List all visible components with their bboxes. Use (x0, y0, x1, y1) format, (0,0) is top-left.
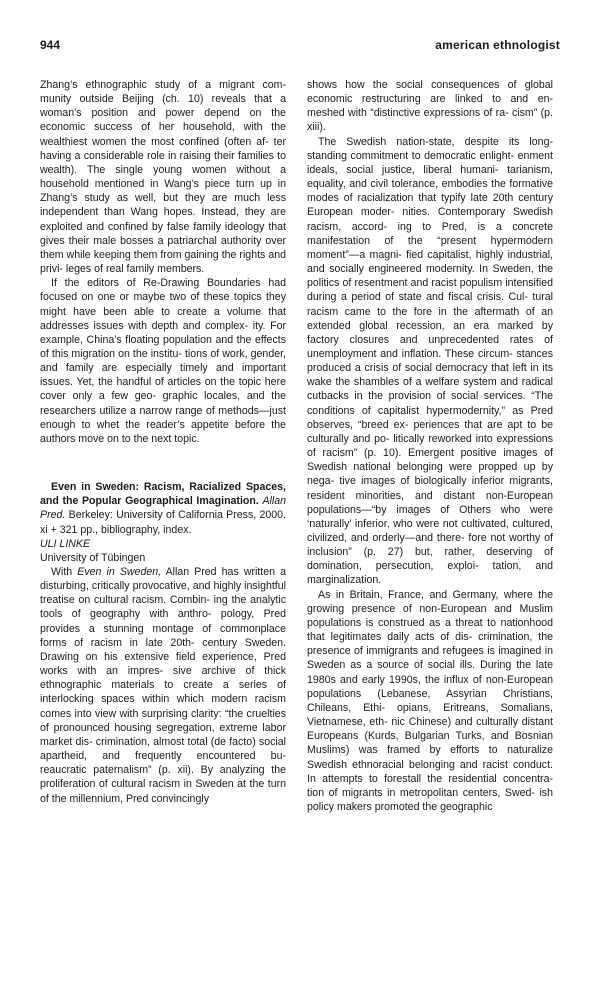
intro-text: Allan Pred has written a disturbing, critically provocative, and highly insightful treatise on cultural racism. Combin- ing the analytic tools of geography with anthro- pology, Pred provides a stunning montage of commonplace forms of racism in late 20th- century Sweden. Drawing on his extensive field experience, Pred works with an impres- sive archive of thick ethnographic materials to create a series of interlocking spaces within which modern racism comes into view with surprising clarity: “the cruelties of pronounced housing segregation, extreme labor market dis- crimination, almost total (de facto) social apartheid, and frequently encountered bu- reaucratic paternalism” (p. xii). By analyzing the proliferation of cultural racism in Sweden at the turn of the millennium, Pred convincingly (40, 566, 286, 805)
body-paragraph: As in Britain, France, and Germany, where the growing presence of non-European and Muslim populations is construed as a threat to nationhood that legitimates daily acts of dis- crimination, the presence of immigrants and refugees is imagined in Sweden as a source of social ills. During the late 1980s and early 1990s, the influx of non-European populations (Lebanese, Assyrian Christians, Chileans, Ethi- opians, Eritreans, Somalians, Vietnamese, eth- nic Chinese) and culturally distant Europeans (Kurds, Bulgarian Turks, and Bosnian Muslims) was framed by efforts to naturalize Swedish ethnoracial belonging and racist conduct. In attempts to forestall the residential concentra- tion of migrants in metropolitan centers, Swed- ish policy makers promoted the geographic (307, 588, 553, 813)
section-gap (40, 446, 286, 480)
body-paragraph: Zhang’s ethnographic study of a migrant com- munity outside Beijing (ch. 10) reveals that a woman’s position and power depend on the economic success of her household, with the wealthiest women the most confined (often af- ter having a considerable role in raising their families to wealth). The single young women without a household mentioned in Wang’s piece turn up in Zhang’s study as well, but they are much less independent than Wang hopes. Instead, they are exploited and confined by false family ideology that gives their male bosses a patriarchal authority over them while keeping them from gaining the rights and privi- leges of real family members. (40, 79, 286, 276)
body-paragraph: shows how the social consequences of global economic restructuring are linked to and en- meshed with “distinctive expressions of ra- cism” (p. xiii). (307, 79, 553, 134)
right-column (307, 78, 553, 814)
review-intro-paragraph (40, 565, 286, 806)
reviewer-name: ULI LINKE (40, 537, 91, 550)
book-author: Allan Pred. (40, 495, 286, 522)
intro-book-title: Even in Sweden, (77, 566, 162, 578)
left-column (40, 78, 286, 806)
review-heading (40, 480, 286, 537)
book-title: Even in Sweden: Racism, Racialized Spaces, and the Popular Geographical Imagination. (40, 481, 286, 508)
publication-info: Berkeley: University of California Press, 2000. xi + 321 pp., bibliography, index. (40, 509, 287, 536)
reviewer-affiliation: University of Tübingen (40, 551, 146, 564)
intro-prefix: With (51, 566, 73, 578)
page-header (40, 38, 560, 54)
body-paragraph: If the editors of Re-Drawing Boundaries had focused on one or maybe two of these topics they might have been able to create a volume that addresses issues with depth and complex- ity. For example, China’s floating population and the effects of this migration on the institu- tions of work, gender, and family are especially timely and important issues. Yet, the handful of articles on the topic here cover only a few geo- graphic locales, and the researchers utilize a narrow range of methods—just enough to whet the reader’s appetite before the authors move on to the next topic. (40, 277, 286, 445)
reviewer-block (40, 537, 286, 551)
body-paragraph: The Swedish nation-state, despite its long- standing commitment to democratic enlight- enment ideals, social justice, liberal humani- tarianism, equality, and civil tolerance, embodies the formative modes of racialization that typify late 20th century European moder- nities. Contemporary Swedish racism, accord- ing to Pred, is a concrete manifestation of the “present hypermodern moment”—a magni- fied capitalist, highly industrial, and socially engineered modernity. In Sweden, the politics of resentment and racist populism intensified during a period of state and fiscal crisis. Cul- tural racism came to the fore in the aftermath of an extended global recession, an era marked by factory closures and unprecedented rates of unemployment and inflation. These circum- stances produced a crisis of social democracy that left in its wake the shambles of a welfare system and radical cutbacks in the provision of social services. “The conditions of capitalist hypermodernity,” as Pred observes, “breed ex- periences that are apt to be culturally and po- litically reworked into expressions of racism” (p. 10). Emergent positive images of Swedish national belonging were propped up by nega- tive images of biologically inferior migrants, resident minorities, and distant non-European populations—“by images of Others who were ‘naturally’ inferior, who were not cultivated, cultured, civilized, and orderly—and there- fore not worthy of inclusion” (p. 27) but, rather, deserving of domination, persecution, exploi- tation, and marginalization. (307, 135, 553, 587)
journal-title: american ethnologist (435, 38, 560, 52)
page-number: 944 (40, 38, 61, 52)
